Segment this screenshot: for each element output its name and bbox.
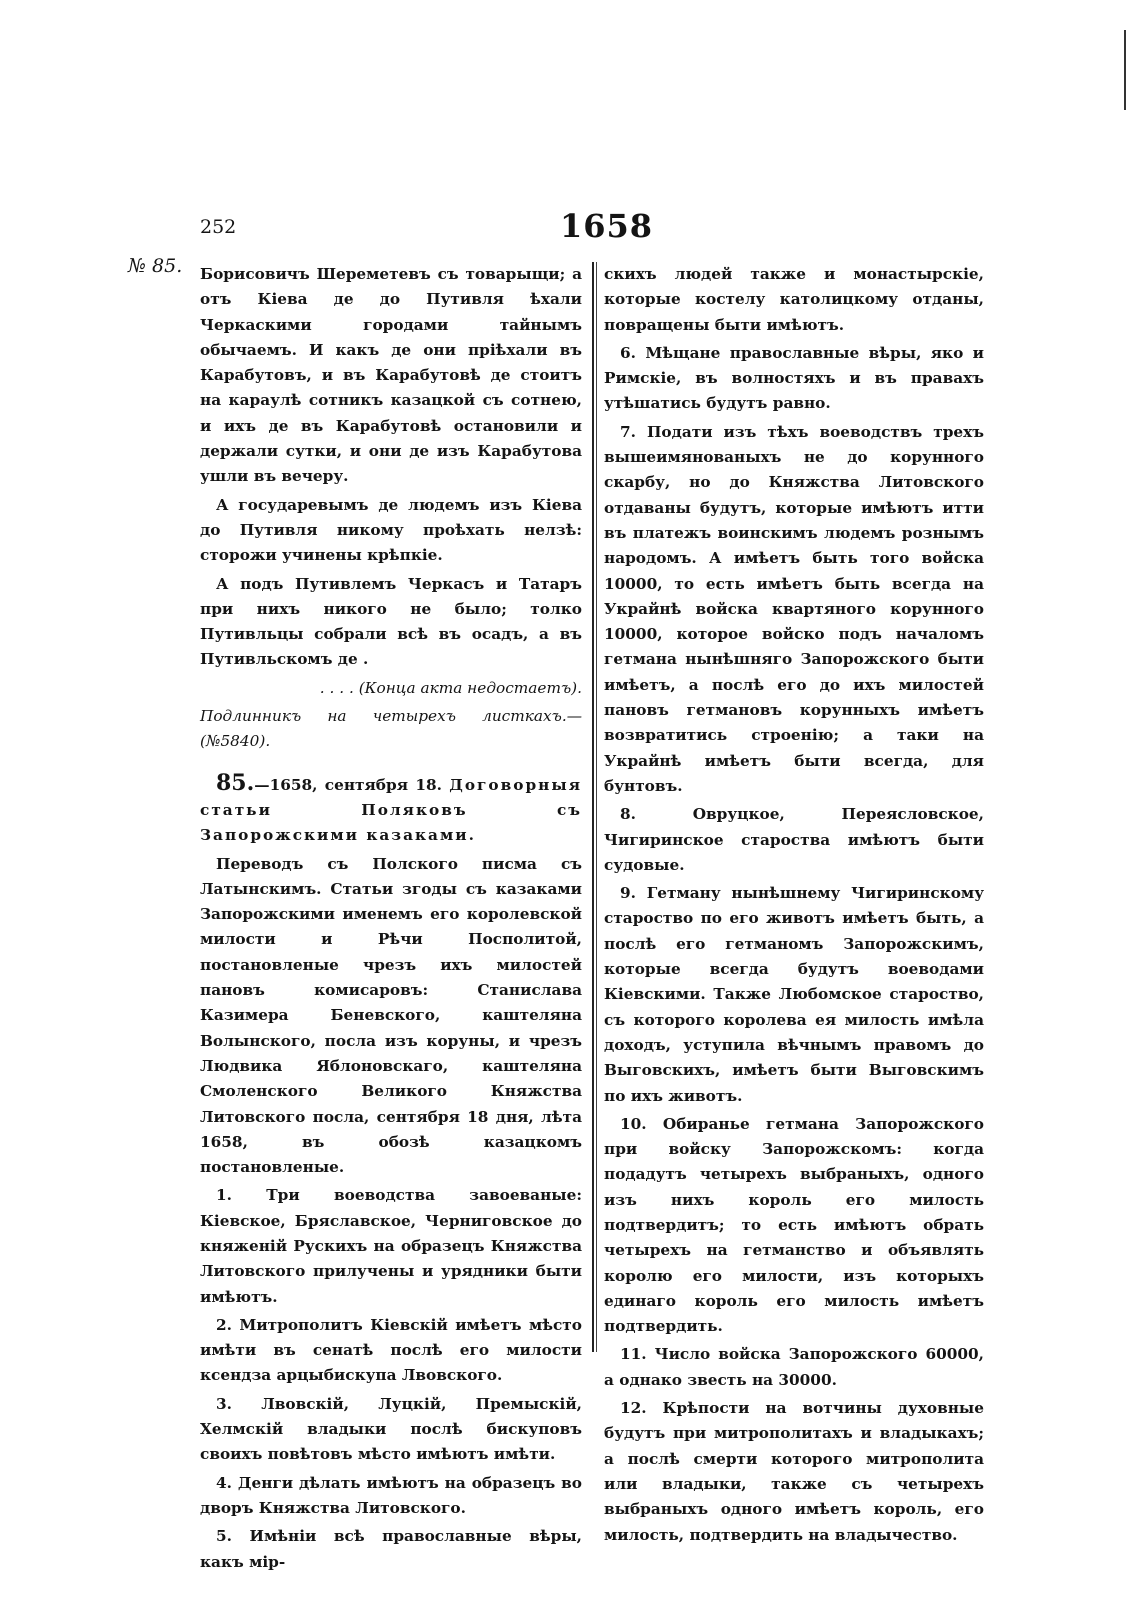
right-column [604,262,984,1551]
article-item: 6. Мѣщане православные вѣры, яко и Римскіе, въ волностяхъ и въ правахъ утѣшатись будутъ равно. [604,343,984,413]
article-item: 9. Гетману нынѣшнему Чигиринскому староство по его животъ имѣетъ быть, а послѣ его гетманомъ Запорожскимъ, которые всегда будутъ воеводами Кіевскими. Также Любомское староство, съ которого королева ея милость имѣла доходъ, уступила вѣчнымъ правомъ до Выговскихъ, имѣетъ быти Выговскимъ по ихъ животъ. [604,884,984,1105]
page-number: 252 [200,216,237,238]
document-title: Договорныя статьи Поляковъ съ Запорожскими казаками. [200,775,582,845]
article-item: 1. Три воеводства завоеваные: Кіевское, Бряславское, Черниговское до княженій Рускихъ на образецъ Княжства Литовского прилучены и урядники быти имѣютъ. [200,1186,582,1306]
article-item: 5. Имѣніи всѣ православные вѣры, какъ мір- [200,1527,582,1571]
article-item: 2. Митрополитъ Кіевскій имѣетъ мѣсто имѣти въ сенатѣ послѣ его милости ксендза арцыбискупа Лвовского. [200,1315,582,1385]
article-item: 3. Лвовскій, Луцкій, Премыскій, Хелмскій владыки послѣ бискуповъ своихъ повѣтовъ мѣсто имѣютъ имѣти. [200,1394,582,1464]
article-item: 11. Число войска Запорожского 60000, а однако звесть на 30000. [604,1345,984,1389]
paragraph: А подъ Путивлемъ Черкасъ и Татаръ при нихъ никого не было; толко Путивльцы собрали всѣ въ осадъ, а въ Путивльскомъ де . [200,574,582,669]
paragraph-continuation: скихъ людей также и монастырскіе, которые костелу католицкому отданы, повращены быти имѣютъ. [604,265,984,334]
document-heading [200,771,582,849]
missing-end-note: . . . . (Конца акта недостаетъ). [319,678,582,697]
article-item: 4. Денги дѣлать имѣютъ на образецъ во дворъ Княжства Литовского. [200,1473,582,1517]
page-edge-mark [1124,30,1126,110]
document-intro: Переводъ съ Полского писма съ Латынскимъ. Статьи згоды съ казаками Запорожскими именемъ его королевской милости и Рѣчи Посполитой, постановленые чрезъ ихъ милостей пановъ комисаровъ: Станислава Казимера Беневского, каштеляна Волынского, посла изъ коруны, и чрезъ Людвика Яблоновскаго, каштеляна Смоленского Великого Княжства Литовского посла, сентября 18 дня, лѣта 1658, въ обозѣ казацкомъ постановленые. [200,854,582,1177]
left-column [200,262,582,1578]
article-item: 10. Обиранье гетмана Запорожского при войску Запорожскомъ: когда подадутъ четырехъ выбраныхъ, одного изъ нихъ король его милость подтвердитъ; то есть имѣютъ обрать четырехъ на гетманство и объявлять королю его милости, изъ которыхъ единаго король его милость имѣетъ подтвердить. [604,1114,984,1336]
column-divider-inner [596,262,597,1352]
paragraph-continuation: Борисовичъ Шереметевъ съ товарыщи; а отъ Кіева де до Путивля ѣхали Черкаскими городами тайнымъ обычаемъ. И какъ де они пріѣхали въ Карабутовъ, и въ Карабутовѣ де стоитъ на караулѣ сотникъ казацкой съ сотнею, и ихъ де въ Карабутовѣ остановили и держали сутки, и они де изъ Карабутова ушли въ вечеру. [200,265,582,486]
document-number-marker: № 85. [128,255,183,277]
article-item: 8. Овруцкое, Переясловское, Чигиринское староства имѣютъ быти судовые. [604,805,984,874]
article-item: 7. Подати изъ тѣхъ воеводствъ трехъ вышеимянованыхъ не до корунного скарбу, но до Княжства Литовского отдаваны будутъ, которые имѣютъ итти въ платежъ воинскимъ людемъ рознымъ народомъ. А имѣетъ быть того войска 10000, то есть имѣетъ быть всегда на Украйнѣ войска квартяного корунного 10000, которое войско подъ началомъ гетмана нынѣшняго Запорожского быти имѣетъ, а послѣ его до ихъ милостей пановъ гетмановъ корунныхъ имѣетъ возвратитись строенію; а таки на Украйнѣ имѣетъ быти всегда, для бунтовъ. [604,422,984,795]
column-divider [592,262,594,1352]
article-item: 12. Крѣпости на вотчины духовные будутъ при митрополитахъ и владыкахъ; а послѣ смерти которого митрополита или владыки, также съ четырехъ выбраныхъ одного имѣетъ король, его милость, подтвердить на владычество. [604,1399,984,1544]
paragraph: А государевымъ де людемъ изъ Кіева до Путивля никому проѣхать нелзѣ: сторожи учинены крѣпкіе. [200,495,582,565]
page-year-heading: 1658 [560,207,654,245]
source-note: Подлинникъ на четырехъ листкахъ.—(№5840). [200,707,582,751]
document-date: —1658, сентября 18. [254,775,442,794]
document-number: 85. [216,769,255,796]
